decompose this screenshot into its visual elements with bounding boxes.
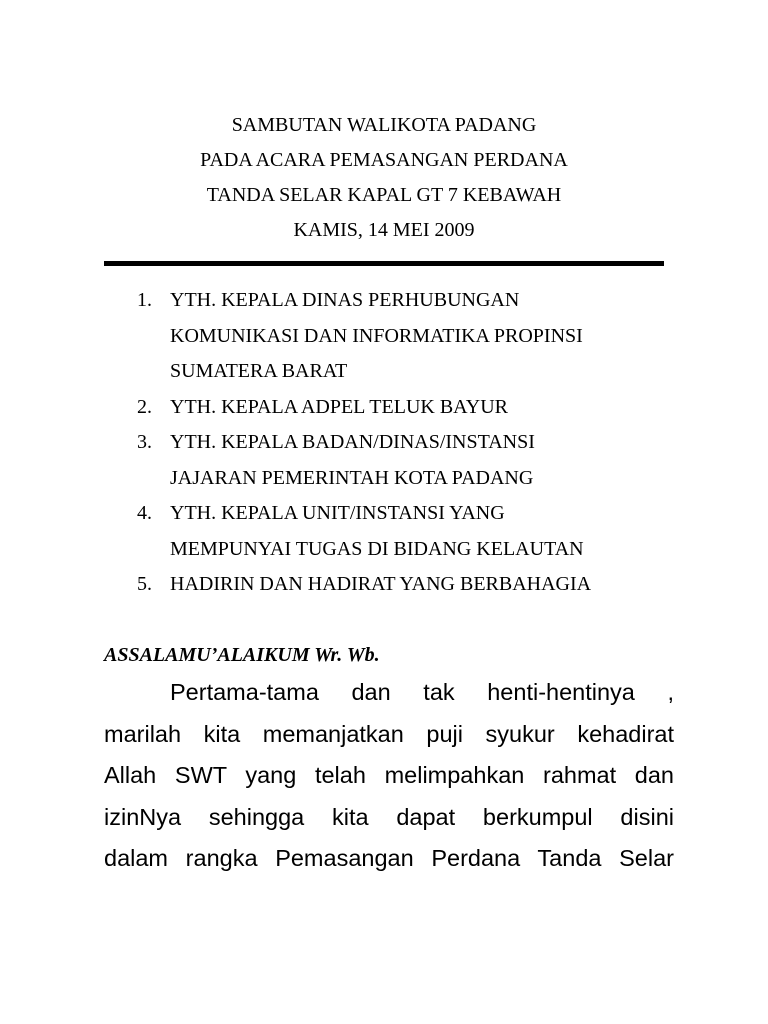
title-line: TANDA SELAR KAPAL GT 7 KEBAWAH [206, 184, 562, 206]
list-number: 1. [137, 289, 152, 311]
paragraph-line: izinNya sehingga kita dapat berkumpul disini [104, 803, 674, 830]
list-number: 3. [137, 431, 152, 453]
list-item [0, 567, 768, 603]
list-item-line: JAJARAN PEMERINTAH KOTA PADANG [170, 466, 534, 489]
list-number: 2. [137, 395, 152, 418]
list-item-line: KOMUNIKASI DAN INFORMATIKA PROPINSI [170, 324, 583, 347]
list-item-line: YTH. KEPALA DINAS PERHUBUNGAN [170, 289, 520, 311]
list-item [0, 390, 768, 426]
list-item-line: YTH. KEPALA BADAN/DINAS/INSTANSI [170, 431, 535, 453]
title-divider [104, 261, 664, 266]
document-title [0, 108, 768, 248]
list-item [0, 283, 768, 390]
list-item-line: HADIRIN DAN HADIRAT YANG BERBAHAGIA [170, 573, 592, 595]
greeting: ASSALAMU’ALAIKUM Wr. Wb. [104, 644, 380, 666]
body-paragraph [104, 672, 674, 880]
list-item-line: YTH. KEPALA UNIT/INSTANSI YANG [170, 502, 505, 524]
paragraph-line: marilah kita memanjatkan puji syukur kehadirat [104, 720, 674, 747]
title-line: SAMBUTAN WALIKOTA PADANG [231, 114, 537, 136]
list-item-line: MEMPUNYAI TUGAS DI BIDANG KELAUTAN [170, 537, 584, 560]
list-number: 5. [137, 573, 152, 595]
list-item-line: SUMATERA BARAT [170, 360, 348, 382]
list-item [0, 496, 768, 567]
title-line: PADA ACARA PEMASANGAN PERDANA [200, 149, 568, 171]
paragraph-line: Allah SWT yang telah melimpahkan rahmat dan [104, 762, 674, 788]
title-line: KAMIS, 14 MEI 2009 [293, 219, 475, 241]
list-number: 4. [137, 502, 152, 524]
paragraph-line: Pertama-tama dan tak henti-hentinya , [170, 679, 674, 705]
paragraph-line: dalam rangka Pemasangan Perdana Tanda Selar [104, 845, 674, 871]
addressee-list [0, 283, 768, 603]
list-item [0, 425, 768, 496]
list-item-line: YTH. KEPALA ADPEL TELUK BAYUR [170, 395, 508, 418]
